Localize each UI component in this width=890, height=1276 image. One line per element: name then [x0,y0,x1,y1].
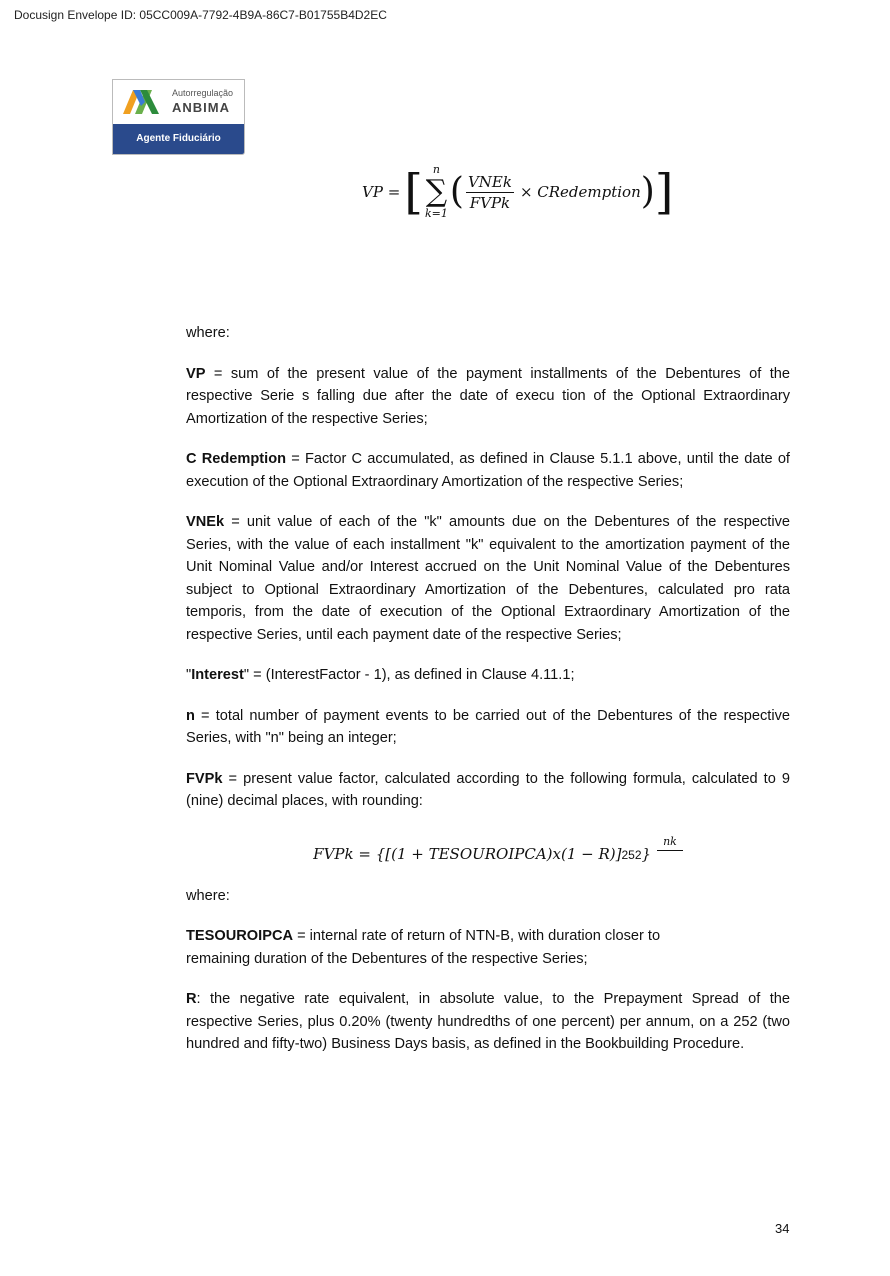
sigma-icon: ∑ [425,174,448,209]
sum-lower: k=1 [425,207,448,220]
formula-sub: 252 [621,847,642,862]
formula-vp [362,164,674,220]
fraction-denominator: FVPk [469,193,511,212]
formula-exponent: nk [657,835,683,851]
definition-text: = internal rate of return of NTN-B, with duration closer to [293,928,661,944]
definition-fvpk [186,768,790,813]
definition-text: : the negative rate equivalent, in absolute value, to the Prepayment Spread of the respective Series, plus 0.20% (twenty hundredths of one percent) per annum, on a 252 (two hundred and fifty-two) Business Days basis, as defined in the Bookbuilding Procedure. [186,991,790,1052]
definition-r [186,988,790,1056]
formula-fvpk [186,835,790,863]
left-bracket: [ [404,164,423,220]
term: R [186,991,197,1007]
formula-close: } [641,844,652,863]
term: C Redemption [186,451,287,467]
fraction-numerator: VNEk [467,172,512,191]
term: VNEk [186,514,225,530]
logo-line3: Agente Fiduciário [113,124,244,155]
term: FVPk [186,770,223,787]
document-body [186,322,790,1074]
logo-line1: Autorregulação [172,88,234,98]
term: n [186,707,195,724]
page-number: 34 [775,1221,790,1236]
term: VP [186,365,206,382]
right-paren: ) [640,171,655,212]
formula-body: FVPk = {[(1 + TESOUROIPCA)x(1 − R)] [313,844,622,863]
left-paren: ( [449,171,464,212]
summation [425,164,448,220]
definition-interest [186,664,790,687]
anbima-logo [112,79,245,155]
anbima-mark-icon [123,88,165,116]
logo-line2: ANBIMA [172,100,230,115]
quote: " [186,667,192,683]
definition-text: = Factor C accumulated, as defined in Clause 5.1.1 above, until the date of execution of the Optional Extraordinary Amortization of the respective Series; [186,451,790,490]
where-label-2: where: [186,887,230,904]
definition-n [186,705,790,750]
definition-tesouroipca [186,925,790,970]
definition-text: = total number of payment events to be carried out of the Debentures of the respective Series, with "n" being an integer; [186,707,790,746]
definition-text: = present value factor, calculated according to the following formula, calculated to 9 (nine) decimal places, with rounding: [186,770,790,809]
right-bracket: ] [654,164,674,220]
formula-lhs: VP = [362,183,401,201]
definition-text: = unit value of each of the "k" amounts due on the Debentures of the respective Series, with the value of each installment "k" equivalent to the amortization payment of the Unit Nominal Value and/or Interest accrued on the Unit Nominal Value of the Debentures subject to Optional Extraordinary Amortization of the Debentures, calculated pro rata temporis, from the date of execution of the Optional Extraordinary Amortization of the respective Series, until each payment date of the respective Series; [186,514,790,643]
definition-text-line2: remaining duration of the Debentures of the respective Series; [186,950,588,967]
term: TESOUROIPCA [186,928,294,944]
definition-text: " = (InterestFactor - 1), as defined in Clause 4.11.1; [243,667,575,683]
sum-upper: n [432,163,440,176]
definition-vp [186,363,790,431]
definition-vnek [186,511,790,646]
envelope-id: Docusign Envelope ID: 05CC009A-7792-4B9A-86C7-B01755B4D2EC [14,8,387,22]
definition-c-redemption [186,448,790,493]
where-label-1: where: [186,325,230,341]
definition-text: = sum of the present value of the payment installments of the Debentures of the respective Serie s falling due after the date of execu tion of the Optional Extraordinary Amortization of the respective Series; [186,365,790,427]
fraction [466,172,514,213]
formula-tail: × CRedemption [519,183,641,201]
term: Interest [191,667,244,683]
